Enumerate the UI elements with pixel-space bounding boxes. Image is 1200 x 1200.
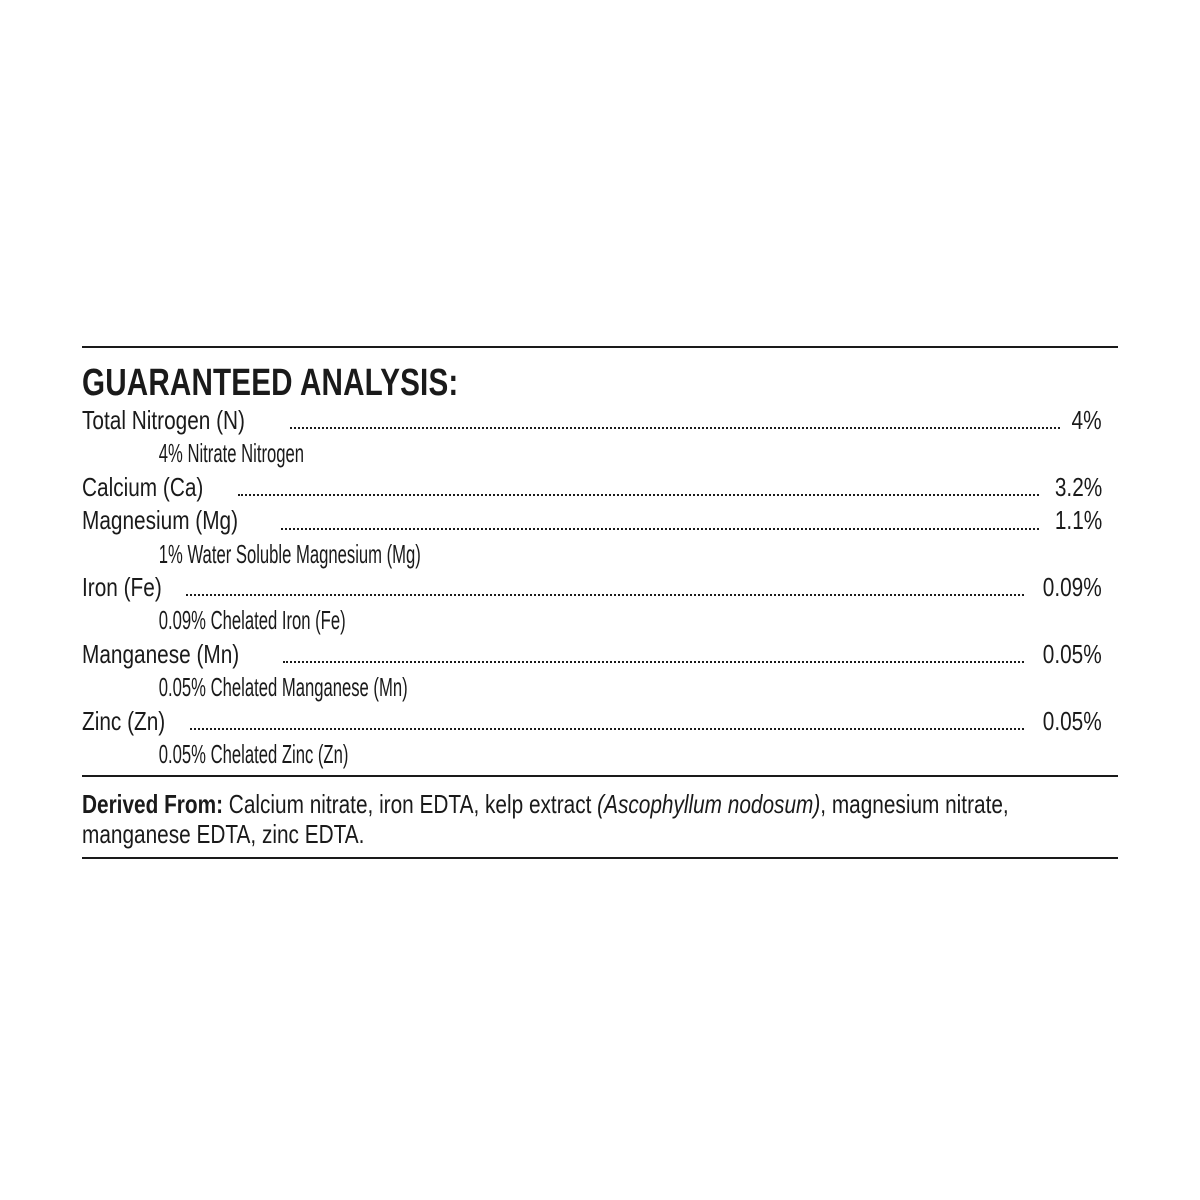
nutrient-row-magnesium	[82, 504, 1102, 537]
nutrient-sub-text: 1% Water Soluble Magnesium (Mg)	[158, 538, 421, 569]
dot-leader	[238, 494, 1039, 496]
dot-leader	[283, 661, 1025, 663]
nutrient-row-zinc	[82, 705, 1102, 738]
derived-from-label: Derived From:	[82, 789, 224, 820]
nutrient-list	[82, 404, 1102, 771]
derived-from-text-end: , magnesium nitrate, manganese EDTA, zinc EDTA.	[82, 789, 1009, 850]
nutrient-sub-text: 4% Nitrate Nitrogen	[158, 438, 305, 469]
middle-divider	[82, 775, 1118, 777]
nutrient-subrow-manganese	[82, 671, 1102, 704]
dot-leader	[186, 594, 1025, 596]
nutrient-row-nitrogen	[82, 404, 1102, 437]
nutrient-value: 0.05%	[1043, 705, 1102, 736]
nutrient-subrow-zinc	[82, 738, 1102, 771]
guaranteed-analysis-panel	[82, 346, 1118, 859]
nutrient-name: Calcium (Ca)	[82, 471, 204, 502]
nutrient-name: Magnesium (Mg)	[82, 505, 239, 536]
dot-leader	[190, 728, 1024, 730]
nutrient-row-iron	[82, 571, 1102, 604]
derived-from-statement	[82, 789, 1098, 849]
nutrient-value: 1.1%	[1054, 505, 1102, 536]
nutrient-name: Iron (Fe)	[82, 571, 162, 602]
nutrient-sub-text: 0.09% Chelated Iron (Fe)	[158, 605, 346, 636]
nutrient-name: Total Nitrogen (N)	[82, 405, 245, 435]
nutrient-row-manganese	[82, 638, 1102, 671]
nutrient-value: 0.09%	[1043, 571, 1102, 602]
nutrient-value: 3.2%	[1054, 471, 1102, 502]
nutrient-value: 0.05%	[1043, 638, 1102, 669]
nutrient-row-calcium	[82, 471, 1102, 504]
nutrient-name: Manganese (Mn)	[82, 638, 240, 669]
nutrient-name: Zinc (Zn)	[82, 705, 166, 736]
derived-from-text: Calcium nitrate, iron EDTA, kelp extract	[223, 789, 598, 820]
nutrient-sub-text: 0.05% Chelated Zinc (Zn)	[158, 738, 349, 769]
top-divider	[82, 346, 1118, 348]
bottom-divider	[82, 857, 1118, 859]
nutrient-sub-text: 0.05% Chelated Manganese (Mn)	[158, 672, 408, 703]
dot-leader	[281, 528, 1039, 530]
nutrient-subrow-nitrogen	[82, 437, 1102, 470]
nutrient-value: 4%	[1071, 405, 1102, 435]
nutrient-subrow-magnesium	[82, 538, 1102, 571]
nutrient-subrow-iron	[82, 604, 1102, 637]
derived-from-species: (Ascophyllum nodosum)	[597, 789, 821, 820]
analysis-heading: GUARANTEED ANALYSIS:	[82, 362, 459, 404]
dot-leader	[290, 427, 1061, 429]
